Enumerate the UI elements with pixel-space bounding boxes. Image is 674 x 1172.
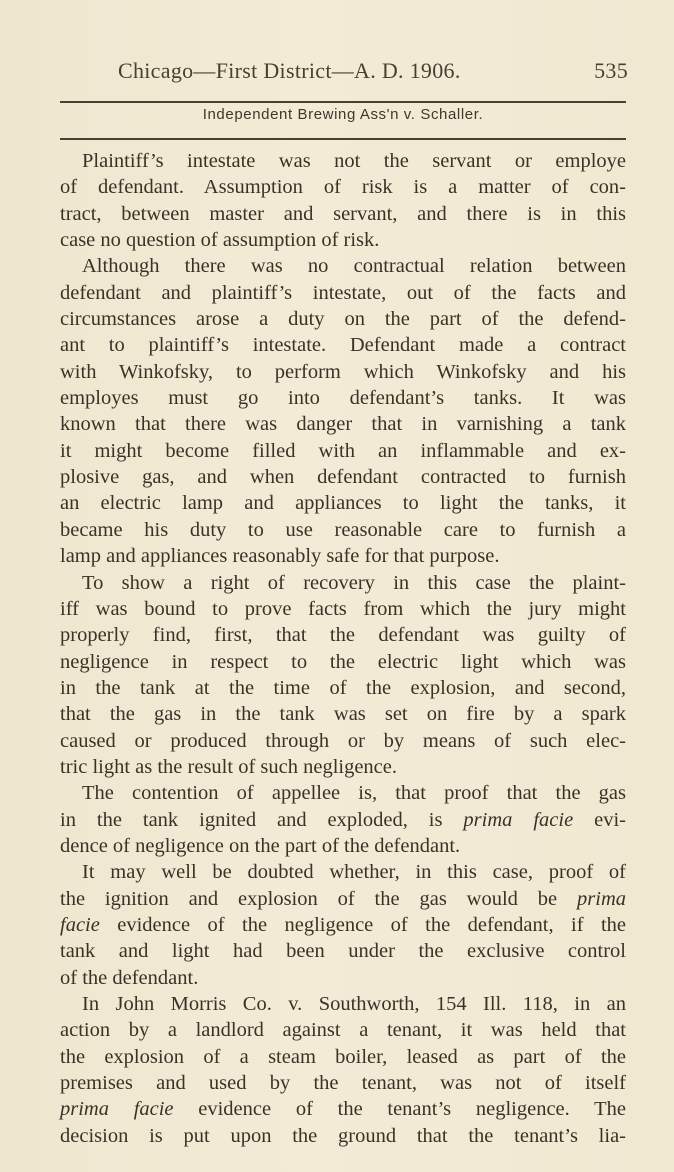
text-line-content: in the tank at the time of the explosion, and second, <box>60 676 626 699</box>
text-line <box>60 938 626 964</box>
text-line <box>60 174 626 200</box>
text-line <box>60 833 626 859</box>
text-line <box>60 675 626 701</box>
text-line <box>60 517 626 543</box>
text-line-continuation: evidence of the negligence of the defendant, if the <box>99 913 626 936</box>
text-line-content: decision is put upon the ground that the tenant’s lia- <box>60 1124 626 1147</box>
text-line-content: circumstances arose a duty on the part of the defend- <box>60 308 626 331</box>
text-line-content: the explosion of a steam boiler, leased as part of the <box>60 1045 626 1068</box>
text-line <box>60 965 626 991</box>
text-line-content: case no question of assumption of risk. <box>60 229 380 252</box>
text-line-content: The contention of appellee is, that proof that the gas <box>82 782 626 805</box>
text-line-content: of the defendant. <box>60 966 199 989</box>
text-line <box>60 201 626 227</box>
text-line <box>60 596 626 622</box>
case-title: Independent Brewing Ass'n v. Schaller. <box>202 106 484 123</box>
text-line <box>60 886 626 912</box>
text-line <box>60 148 626 174</box>
text-line <box>60 859 626 885</box>
text-line-content: action by a landlord against a tenant, it was held that <box>60 1019 626 1042</box>
header-rule-bottom <box>60 138 626 140</box>
text-line-content: plosive gas, and when defendant contracted to furnish <box>60 466 626 489</box>
italic-phrase: prima facie <box>60 1098 174 1121</box>
text-line-continuation: evi- <box>573 808 626 831</box>
text-line-content: the ignition and explosion of the gas would be <box>60 887 558 910</box>
text-line <box>60 622 626 648</box>
text-line <box>60 490 626 516</box>
text-line-content: properly find, first, that the defendant was guilty of <box>60 624 626 647</box>
text-line <box>60 1096 626 1122</box>
text-line <box>60 780 626 806</box>
text-line <box>60 1070 626 1096</box>
text-line <box>60 1017 626 1043</box>
text-line <box>60 438 626 464</box>
text-line-content: known that there was danger that in varnishing a tank <box>60 413 626 436</box>
text-line <box>60 754 626 780</box>
text-line <box>60 332 626 358</box>
text-line <box>60 807 626 833</box>
text-line <box>60 464 626 490</box>
running-head <box>118 58 628 84</box>
text-line-continuation: evidence of the tenant’s negligence. The <box>173 1098 626 1121</box>
text-line-content: caused or produced through or by means of such elec- <box>60 729 626 752</box>
text-line-content: tank and light had been under the exclusive control <box>60 940 626 963</box>
text-line <box>60 543 626 569</box>
text-line <box>60 385 626 411</box>
italic-phrase: facie <box>60 913 100 936</box>
text-line-content: tric light as the result of such negligence. <box>60 755 398 778</box>
text-line <box>60 359 626 385</box>
text-line-content: To show a right of recovery in this case the plaint- <box>82 571 626 594</box>
text-line-content: Plaintiff’s intestate was not the servant or employe <box>82 150 626 172</box>
text-line-content: an electric lamp and appliances to light the tanks, it <box>60 492 626 515</box>
text-line-content: tract, between master and servant, and there is in this <box>60 202 626 225</box>
text-line-content: premises and used by the tenant, was not of itself <box>60 1072 626 1095</box>
text-line <box>60 701 626 727</box>
text-line-content: with Winkofsky, to perform which Winkofsky and his <box>60 360 626 383</box>
text-line-content: iff was bound to prove facts from which the jury might <box>60 597 626 620</box>
running-title: Chicago—First District—A. D. 1906. <box>118 58 461 83</box>
text-line-content: became his duty to use reasonable care to furnish a <box>60 518 626 541</box>
text-line <box>60 570 626 596</box>
text-line <box>60 253 626 279</box>
text-line-content: negligence in respect to the electric light which was <box>60 650 626 673</box>
text-line <box>60 728 626 754</box>
text-line <box>60 1044 626 1070</box>
body-text <box>60 148 626 1149</box>
text-line-content: It may well be doubted whether, in this case, proof of <box>82 861 626 884</box>
text-line-content: it might become filled with an inflammable and ex- <box>60 439 626 462</box>
text-line-content: Although there was no contractual relation between <box>82 255 626 278</box>
text-line <box>60 227 626 253</box>
text-line-content: defendant and plaintiff’s intestate, out of the facts and <box>60 281 626 304</box>
text-line-content: dence of negligence on the part of the defendant. <box>60 834 461 857</box>
header-rule-top <box>60 101 626 103</box>
text-line-content: employes must go into defendant’s tanks. It was <box>60 387 626 410</box>
text-line <box>60 1123 626 1149</box>
italic-phrase: prima <box>577 887 626 910</box>
text-line-content: lamp and appliances reasonably safe for that purpose. <box>60 545 500 568</box>
text-line <box>60 912 626 938</box>
text-line <box>60 411 626 437</box>
italic-phrase: prima facie <box>463 808 574 831</box>
text-line-content: of defendant. Assumption of risk is a matter of con- <box>60 176 626 199</box>
page-number: 535 <box>594 58 628 83</box>
text-line-content: that the gas in the tank was set on fire by a spark <box>60 703 626 726</box>
text-line-content: ant to plaintiff’s intestate. Defendant made a contract <box>60 334 626 357</box>
text-line <box>60 280 626 306</box>
text-line <box>60 306 626 332</box>
text-line <box>60 649 626 675</box>
text-line-content: in the tank ignited and exploded, is <box>60 808 443 831</box>
text-line <box>60 991 626 1017</box>
text-line-content: In John Morris Co. v. Southworth, 154 Ill. 118, in an <box>82 993 626 1015</box>
